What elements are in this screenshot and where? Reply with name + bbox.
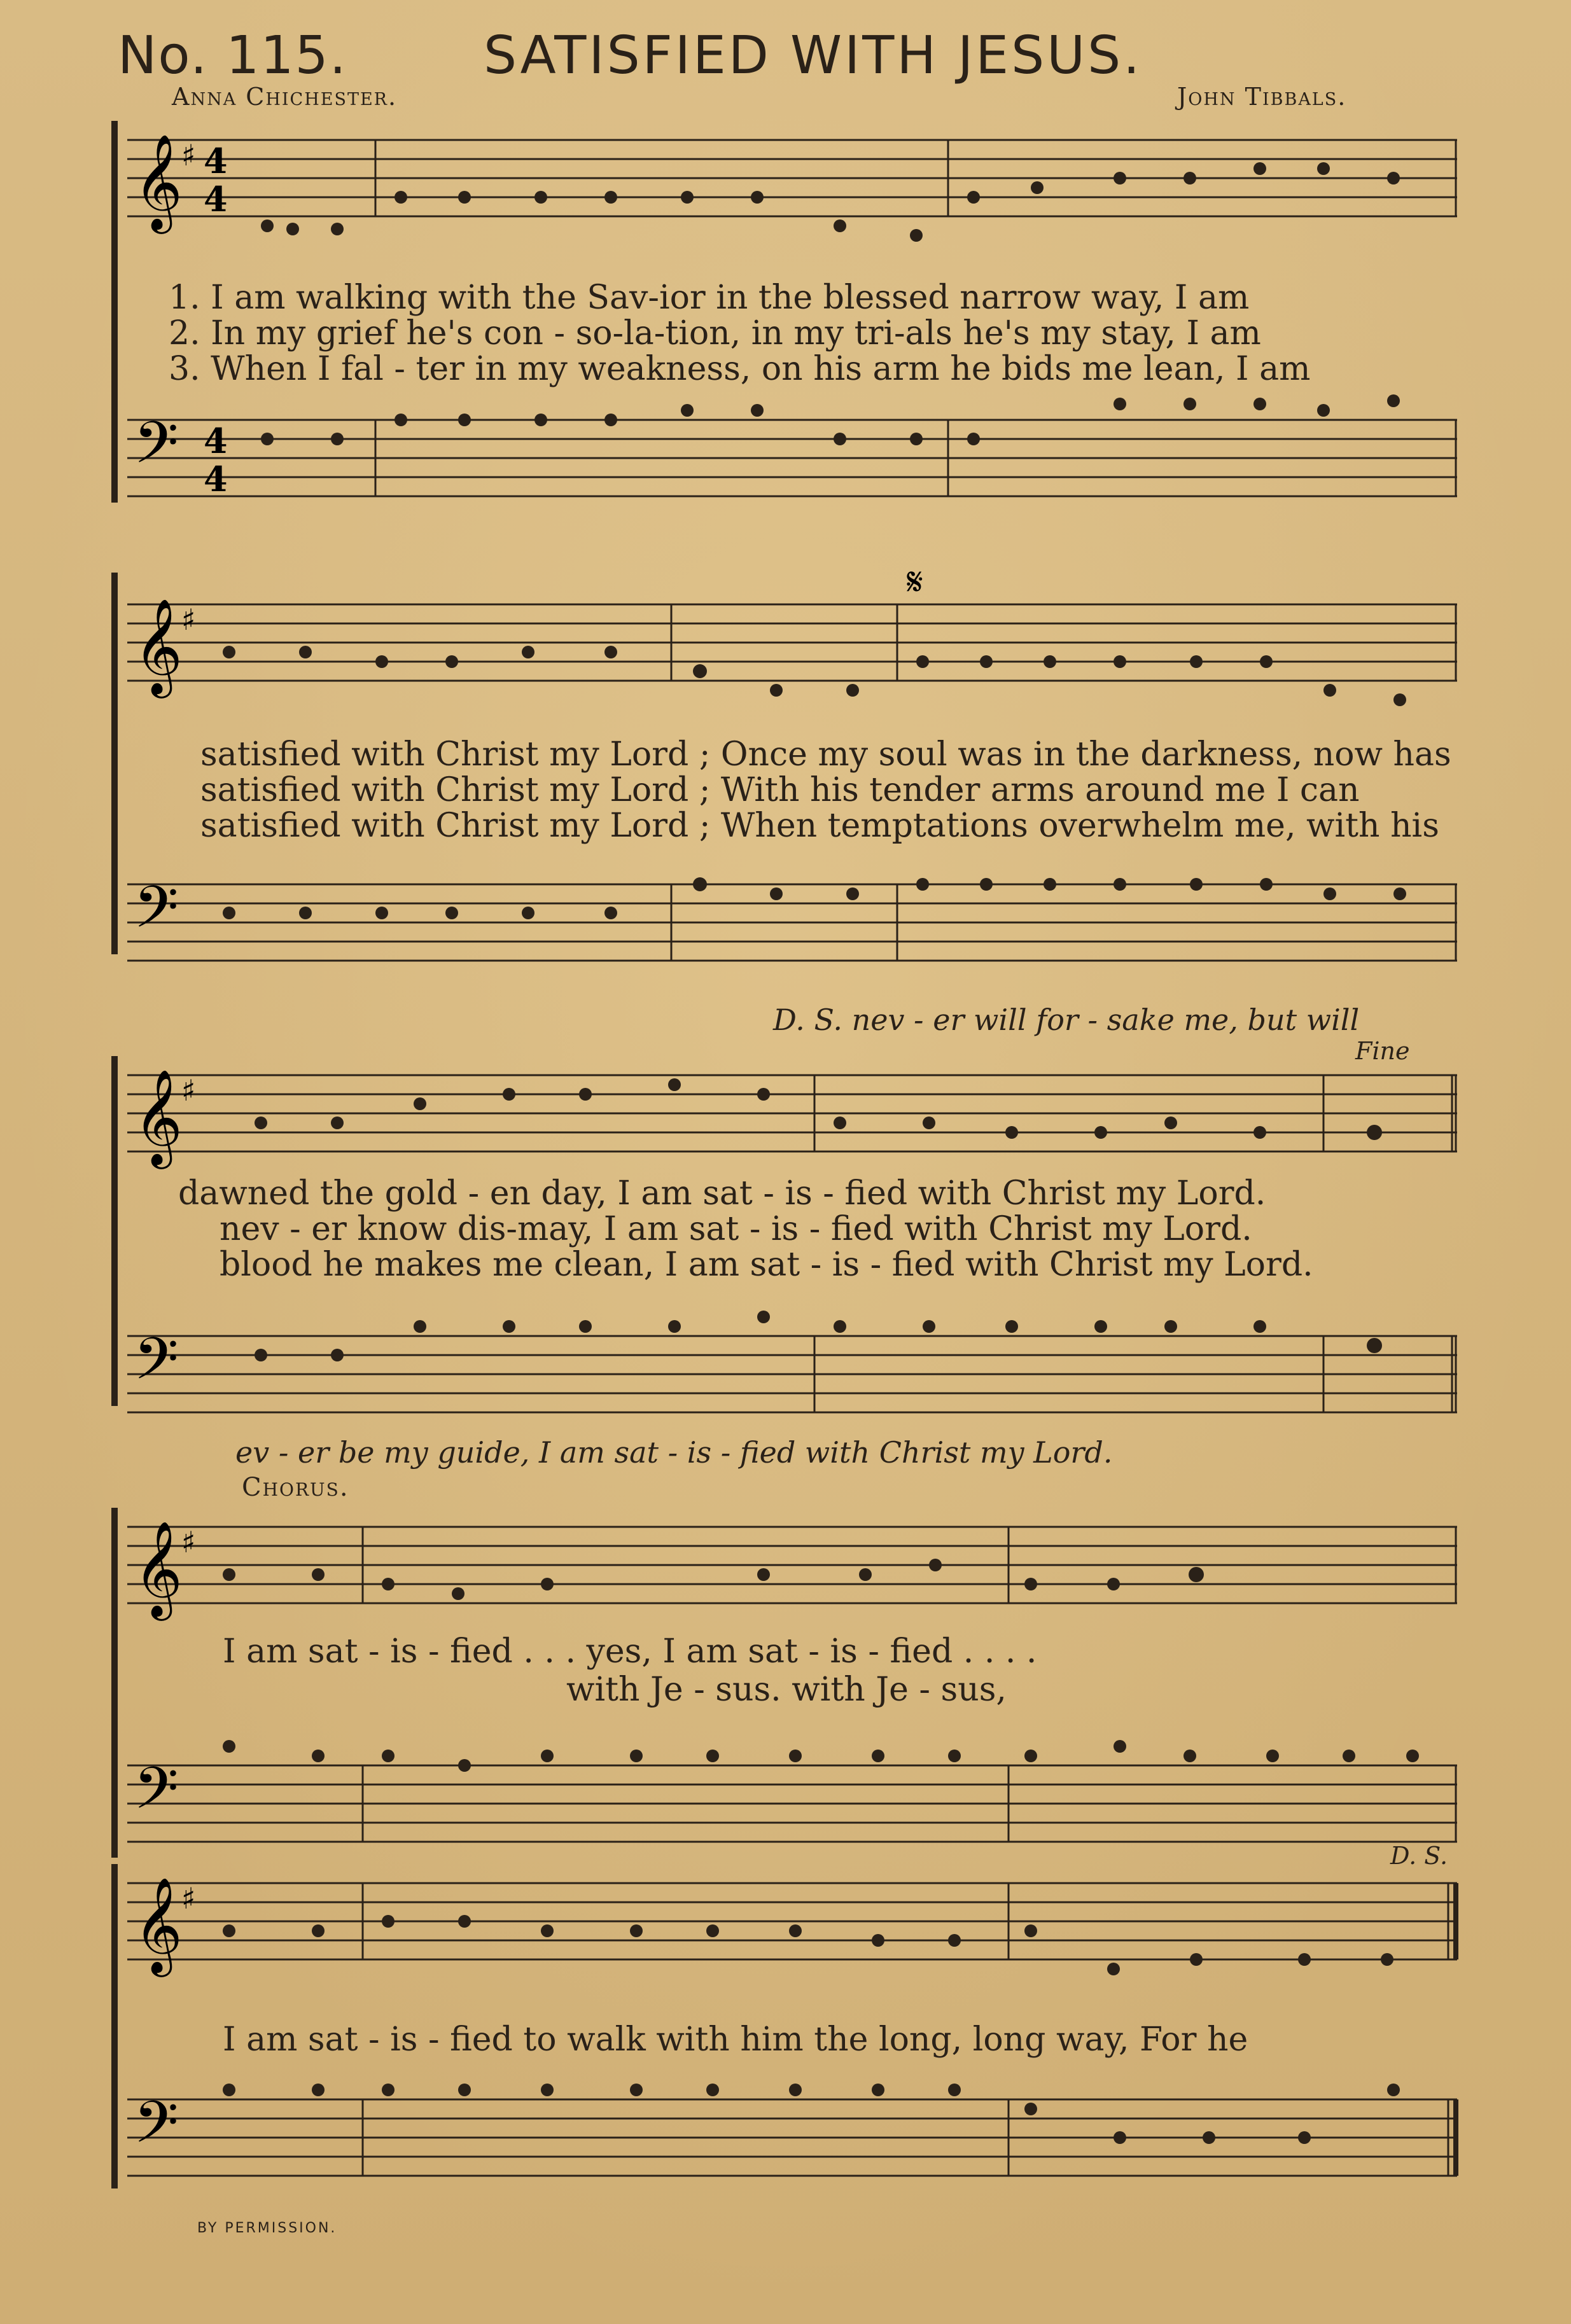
system-1-brace [111,121,118,503]
system-2-brace [111,573,118,954]
fine-mark: Fine [1355,1037,1410,1065]
system-5-treble-staff [127,1876,1457,1973]
svg-text:4: 4 [204,459,228,499]
words-credit: Anna Chichester. [172,83,398,111]
svg-text:𝄢: 𝄢 [134,1755,179,1836]
svg-text:♯: ♯ [181,602,196,637]
svg-text:𝄞: 𝄞 [134,133,183,230]
verse-1-line-3: dawned the gold - en day, I am sat - is - fied with Christ my Lord. [178,1174,1266,1213]
system-2-bass-staff [127,873,1457,967]
svg-text:𝄞: 𝄞 [134,1520,183,1617]
system-1-treble-staff [127,133,1457,230]
hymn-title: SATISFIED WITH JESUS. [484,25,1143,86]
system-4-treble-staff [127,1520,1457,1617]
svg-text:𝄢: 𝄢 [134,409,179,491]
verse-2-line-3: nev - er know dis-may, I am sat - is - fied with Christ my Lord. [220,1210,1252,1248]
system-4-brace [111,1508,118,1858]
svg-text:4: 4 [204,141,228,181]
svg-text:𝄞: 𝄞 [134,1876,183,1973]
system-4-bass-staff [127,1755,1457,1848]
ds-line-2: D. S. nev - er will for - sake me, but will [773,1003,1360,1037]
music-credit: John Tibbals. [1177,83,1347,111]
ds-mark: D. S. [1390,1842,1448,1870]
svg-text:4: 4 [204,179,228,219]
svg-text:♯: ♯ [181,1525,196,1559]
chorus-line-1-upper: I am sat - is - fied . . . yes, I am sat - is - fied . . . . [223,1632,1037,1671]
svg-text:𝄋: 𝄋 [907,560,923,604]
ds-line-3: ev - er be my guide, I am sat - is - fied with Christ my Lord. [235,1435,1113,1470]
system-3-bass-staff [127,1325,1457,1419]
svg-text:𝄞: 𝄞 [134,597,183,694]
svg-text:♯: ♯ [181,1881,196,1916]
verse-2-line-1: 2. In my grief he's con - so-la-tion, in my tri-als he's my stay, I am [169,314,1261,352]
system-1-bass-staff [127,409,1457,503]
verse-1-line-1: 1. I am walking with the Sav-ior in the blessed narrow way, I am [169,279,1250,317]
verse-2-line-2: satisfied with Christ my Lord ; With his tender arms around me I can [200,771,1360,809]
svg-text:𝄢: 𝄢 [134,2089,179,2170]
verse-1-line-2: satisfied with Christ my Lord ; Once my soul was in the darkness, now has [200,735,1451,774]
system-3-treble-staff [127,1068,1457,1165]
permission-note: BY PERMISSION. [197,2220,337,2236]
chorus-line-2: I am sat - is - fied to walk with him the long, long way, For he [223,2021,1248,2059]
verse-3-line-3: blood he makes me clean, I am sat - is - fied with Christ my Lord. [220,1246,1313,1284]
verse-3-line-1: 3. When I fal - ter in my weakness, on his arm he bids me lean, I am [169,350,1311,388]
system-5-bass-staff [127,2089,1457,2182]
svg-text:♯: ♯ [181,138,196,172]
system-5-brace [111,1864,118,2188]
svg-text:4: 4 [204,421,228,461]
svg-text:♯: ♯ [181,1073,196,1108]
chorus-label: Chorus. [242,1473,349,1502]
svg-text:𝄢: 𝄢 [134,1325,179,1407]
system-2-treble-staff [127,560,1457,694]
system-3-brace [111,1056,118,1406]
svg-text:𝄢: 𝄢 [134,873,179,955]
svg-text:𝄞: 𝄞 [134,1068,183,1165]
chorus-line-1-lower: with Je - sus. with Je - sus, [566,1671,1007,1709]
verse-3-line-2: satisfied with Christ my Lord ; When temptations overwhelm me, with his [200,807,1439,845]
hymn-number: No. 115. [118,25,347,86]
